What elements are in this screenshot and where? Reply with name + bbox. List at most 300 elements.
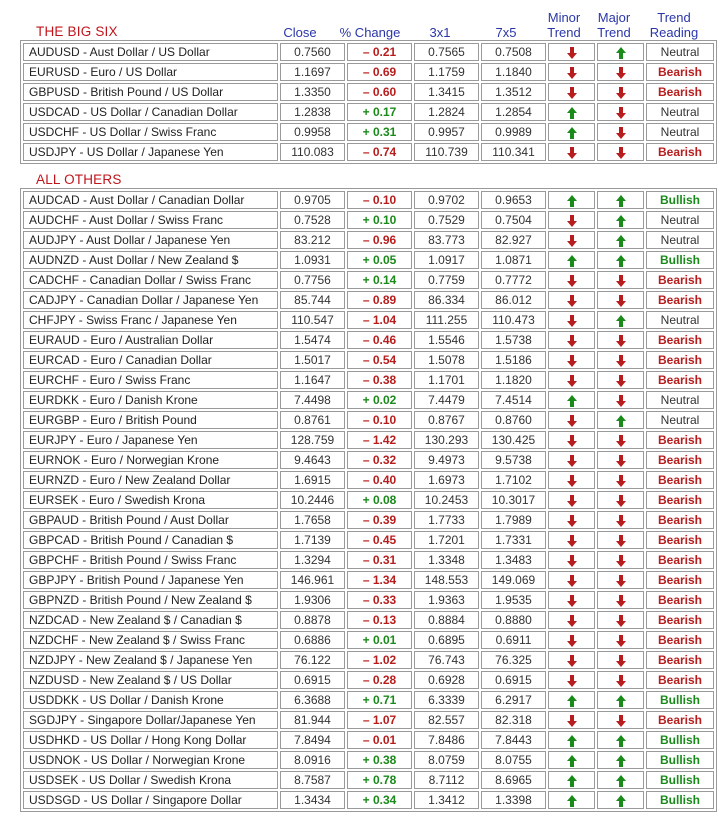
value-3x1-cell: 0.7759 [414, 271, 479, 289]
close-cell: 10.2446 [280, 491, 345, 509]
value-7x5-cell: 0.9653 [481, 191, 546, 209]
minor-trend-cell [548, 231, 595, 249]
arrow-down-icon [567, 535, 577, 547]
major-trend-cell [597, 291, 644, 309]
trend-reading-cell: Bearish [646, 511, 714, 529]
arrow-down-icon [616, 275, 626, 287]
header-7x5: 7x5 [495, 25, 517, 40]
value-7x5-cell: 0.8880 [481, 611, 546, 629]
minor-trend-cell [548, 791, 595, 809]
pair-cell: EURSEK - Euro / Swedish Krona [23, 491, 278, 509]
change-cell: + 0.14 [347, 271, 412, 289]
value-3x1-cell: 1.1701 [414, 371, 479, 389]
trend-reading-cell: Bearish [646, 531, 714, 549]
close-cell: 76.122 [280, 651, 345, 669]
major-trend-cell [597, 771, 644, 789]
major-trend-cell [597, 671, 644, 689]
arrow-up-icon [567, 107, 577, 119]
change-cell: – 0.31 [347, 551, 412, 569]
pair-cell: GBPNZD - British Pound / New Zealand $ [23, 591, 278, 609]
table-row [23, 731, 714, 749]
value-3x1-cell: 1.3415 [414, 83, 479, 101]
trend-reading-cell: Neutral [646, 211, 714, 229]
value-3x1-cell: 0.8884 [414, 611, 479, 629]
table-row [23, 43, 714, 61]
close-cell: 83.212 [280, 231, 345, 249]
minor-trend-cell [548, 291, 595, 309]
change-cell: – 0.10 [347, 411, 412, 429]
arrow-down-icon [567, 635, 577, 647]
value-7x5-cell: 0.7772 [481, 271, 546, 289]
pair-cell: AUDCHF - Aust Dollar / Swiss Franc [23, 211, 278, 229]
change-cell: – 0.60 [347, 83, 412, 101]
arrow-down-icon [567, 335, 577, 347]
value-3x1-cell: 1.9363 [414, 591, 479, 609]
change-cell: + 0.71 [347, 691, 412, 709]
arrow-down-icon [567, 515, 577, 527]
value-7x5-cell: 1.7102 [481, 471, 546, 489]
trend-reading-cell: Bullish [646, 191, 714, 209]
change-cell: – 0.13 [347, 611, 412, 629]
minor-trend-cell [548, 123, 595, 141]
major-trend-cell [597, 751, 644, 769]
arrow-down-icon [616, 375, 626, 387]
trend-reading-cell: Bearish [646, 63, 714, 81]
arrow-down-icon [567, 315, 577, 327]
value-7x5-cell: 1.7331 [481, 531, 546, 549]
major-trend-cell [597, 83, 644, 101]
arrow-down-icon [567, 595, 577, 607]
trend-reading-cell: Bearish [646, 431, 714, 449]
value-3x1-cell: 1.7733 [414, 511, 479, 529]
arrow-down-icon [616, 655, 626, 667]
value-3x1-cell: 1.3412 [414, 791, 479, 809]
major-trend-cell [597, 431, 644, 449]
close-cell: 7.4498 [280, 391, 345, 409]
arrow-up-icon [567, 255, 577, 267]
close-cell: 0.6886 [280, 631, 345, 649]
arrow-up-icon [616, 235, 626, 247]
major-trend-cell [597, 63, 644, 81]
minor-trend-cell [548, 631, 595, 649]
close-cell: 0.7528 [280, 211, 345, 229]
table-row [23, 771, 714, 789]
trend-reading-cell: Bullish [646, 751, 714, 769]
close-cell: 0.9958 [280, 123, 345, 141]
major-trend-cell [597, 611, 644, 629]
arrow-up-icon [616, 415, 626, 427]
value-7x5-cell: 149.069 [481, 571, 546, 589]
minor-trend-cell [548, 551, 595, 569]
trend-reading-cell: Bearish [646, 271, 714, 289]
minor-trend-cell [548, 103, 595, 121]
table-row [23, 391, 714, 409]
major-trend-cell [597, 231, 644, 249]
arrow-up-icon [616, 255, 626, 267]
arrow-down-icon [567, 47, 577, 59]
trend-reading-cell: Neutral [646, 311, 714, 329]
trend-reading-cell: Bearish [646, 83, 714, 101]
header-trend-reading-line2: Reading [649, 25, 699, 40]
value-3x1-cell: 83.773 [414, 231, 479, 249]
trend-reading-cell: Bearish [646, 371, 714, 389]
table-row [23, 651, 714, 669]
change-cell: – 0.39 [347, 511, 412, 529]
change-cell: – 0.69 [347, 63, 412, 81]
table-row [23, 63, 714, 81]
pair-cell: GBPCHF - British Pound / Swiss Franc [23, 551, 278, 569]
change-cell: – 1.04 [347, 311, 412, 329]
major-trend-cell [597, 491, 644, 509]
major-trend-cell [597, 791, 644, 809]
arrow-up-icon [616, 47, 626, 59]
arrow-down-icon [616, 127, 626, 139]
arrow-down-icon [567, 215, 577, 227]
minor-trend-cell [548, 63, 595, 81]
arrow-up-icon [567, 795, 577, 807]
value-3x1-cell: 7.8486 [414, 731, 479, 749]
close-cell: 81.944 [280, 711, 345, 729]
close-cell: 1.5474 [280, 331, 345, 349]
change-cell: – 1.34 [347, 571, 412, 589]
close-cell: 9.4643 [280, 451, 345, 469]
header-3x1: 3x1 [429, 25, 451, 40]
value-7x5-cell: 130.425 [481, 431, 546, 449]
arrow-down-icon [616, 575, 626, 587]
arrow-down-icon [616, 535, 626, 547]
change-cell: – 0.96 [347, 231, 412, 249]
change-cell: – 1.42 [347, 431, 412, 449]
value-7x5-cell: 0.9989 [481, 123, 546, 141]
value-7x5-cell: 1.3512 [481, 83, 546, 101]
value-3x1-cell: 1.5546 [414, 331, 479, 349]
minor-trend-cell [548, 351, 595, 369]
pair-cell: AUDCAD - Aust Dollar / Canadian Dollar [23, 191, 278, 209]
major-trend-cell [597, 571, 644, 589]
change-cell: – 0.28 [347, 671, 412, 689]
arrow-down-icon [567, 415, 577, 427]
header-trend-reading-line1: Trend [657, 10, 691, 25]
arrow-down-icon [567, 355, 577, 367]
minor-trend-cell [548, 331, 595, 349]
arrow-down-icon [616, 355, 626, 367]
arrow-up-icon [616, 215, 626, 227]
arrow-down-icon [616, 675, 626, 687]
arrow-up-icon [616, 755, 626, 767]
major-trend-cell [597, 731, 644, 749]
trend-reading-cell: Bullish [646, 771, 714, 789]
trend-reading-cell: Neutral [646, 43, 714, 61]
arrow-up-icon [616, 695, 626, 707]
pair-cell: EURNOK - Euro / Norwegian Krone [23, 451, 278, 469]
change-cell: – 0.46 [347, 331, 412, 349]
change-cell: + 0.10 [347, 211, 412, 229]
close-cell: 0.7756 [280, 271, 345, 289]
arrow-down-icon [567, 675, 577, 687]
value-3x1-cell: 86.334 [414, 291, 479, 309]
arrow-down-icon [616, 395, 626, 407]
value-3x1-cell: 76.743 [414, 651, 479, 669]
pair-cell: NZDJPY - New Zealand $ / Japanese Yen [23, 651, 278, 669]
change-cell: – 0.33 [347, 591, 412, 609]
pair-cell: USDSGD - US Dollar / Singapore Dollar [23, 791, 278, 809]
value-3x1-cell: 148.553 [414, 571, 479, 589]
table-row [23, 531, 714, 549]
close-cell: 128.759 [280, 431, 345, 449]
major-trend-cell [597, 591, 644, 609]
table-row [23, 751, 714, 769]
value-3x1-cell: 1.1759 [414, 63, 479, 81]
minor-trend-cell [548, 311, 595, 329]
value-7x5-cell: 0.6911 [481, 631, 546, 649]
minor-trend-cell [548, 411, 595, 429]
minor-trend-cell [548, 511, 595, 529]
table-row [23, 351, 714, 369]
close-cell: 1.1647 [280, 371, 345, 389]
minor-trend-cell [548, 751, 595, 769]
value-3x1-cell: 1.7201 [414, 531, 479, 549]
minor-trend-cell [548, 451, 595, 469]
close-cell: 8.0916 [280, 751, 345, 769]
major-trend-cell [597, 371, 644, 389]
table-row [23, 471, 714, 489]
table-row [23, 711, 714, 729]
minor-trend-cell [548, 671, 595, 689]
trend-reading-cell: Bearish [646, 671, 714, 689]
arrow-down-icon [616, 295, 626, 307]
arrow-down-icon [567, 655, 577, 667]
trend-reading-cell: Bearish [646, 631, 714, 649]
pair-cell: EURGBP - Euro / British Pound [23, 411, 278, 429]
close-cell: 1.3350 [280, 83, 345, 101]
change-cell: – 0.54 [347, 351, 412, 369]
value-7x5-cell: 8.6965 [481, 771, 546, 789]
header-close: Close [283, 25, 317, 40]
section-title-big-six: THE BIG SIX [36, 24, 118, 39]
arrow-down-icon [567, 87, 577, 99]
trend-reading-cell: Bearish [646, 471, 714, 489]
minor-trend-cell [548, 711, 595, 729]
arrow-up-icon [567, 395, 577, 407]
header-major-trend [590, 10, 638, 40]
close-cell: 1.7658 [280, 511, 345, 529]
trend-reading-cell: Bearish [646, 291, 714, 309]
pair-cell: EURDKK - Euro / Danish Krone [23, 391, 278, 409]
trend-reading-cell: Bearish [646, 711, 714, 729]
table-row [23, 571, 714, 589]
major-trend-cell [597, 211, 644, 229]
table-row [23, 271, 714, 289]
table-row [23, 591, 714, 609]
close-cell: 1.6915 [280, 471, 345, 489]
trend-reading-cell: Bullish [646, 691, 714, 709]
table-row [23, 431, 714, 449]
arrow-down-icon [567, 575, 577, 587]
minor-trend-cell [548, 211, 595, 229]
arrow-down-icon [616, 475, 626, 487]
trend-reading-cell: Bullish [646, 731, 714, 749]
arrow-down-icon [616, 515, 626, 527]
arrow-up-icon [567, 695, 577, 707]
change-cell: – 0.89 [347, 291, 412, 309]
change-cell: – 1.02 [347, 651, 412, 669]
arrow-down-icon [567, 555, 577, 567]
major-trend-cell [597, 143, 644, 161]
pair-cell: NZDCHF - New Zealand $ / Swiss Franc [23, 631, 278, 649]
close-cell: 0.8878 [280, 611, 345, 629]
arrow-down-icon [616, 455, 626, 467]
pair-cell: CADJPY - Canadian Dollar / Japanese Yen [23, 291, 278, 309]
arrow-down-icon [616, 555, 626, 567]
value-3x1-cell: 10.2453 [414, 491, 479, 509]
major-trend-cell [597, 451, 644, 469]
table-row [23, 211, 714, 229]
close-cell: 1.3434 [280, 791, 345, 809]
value-7x5-cell: 110.341 [481, 143, 546, 161]
major-trend-cell [597, 471, 644, 489]
trend-reading-cell: Bearish [646, 331, 714, 349]
minor-trend-cell [548, 391, 595, 409]
pair-cell: GBPJPY - British Pound / Japanese Yen [23, 571, 278, 589]
pair-cell: CADCHF - Canadian Dollar / Swiss Franc [23, 271, 278, 289]
pair-cell: EURUSD - Euro / US Dollar [23, 63, 278, 81]
arrow-down-icon [567, 455, 577, 467]
pair-cell: NZDUSD - New Zealand $ / US Dollar [23, 671, 278, 689]
minor-trend-cell [548, 83, 595, 101]
pair-cell: USDNOK - US Dollar / Norwegian Krone [23, 751, 278, 769]
arrow-down-icon [567, 235, 577, 247]
value-3x1-cell: 111.255 [414, 311, 479, 329]
arrow-down-icon [616, 67, 626, 79]
table-row [23, 103, 714, 121]
major-trend-cell [597, 551, 644, 569]
arrow-up-icon [567, 775, 577, 787]
big-six-table [20, 40, 717, 164]
pair-cell: USDDKK - US Dollar / Danish Krone [23, 691, 278, 709]
header-major-trend-line2: Trend [597, 25, 631, 40]
major-trend-cell [597, 391, 644, 409]
pair-cell: AUDUSD - Aust Dollar / US Dollar [23, 43, 278, 61]
arrow-down-icon [567, 615, 577, 627]
arrow-up-icon [616, 735, 626, 747]
value-7x5-cell: 1.2854 [481, 103, 546, 121]
value-7x5-cell: 82.927 [481, 231, 546, 249]
trend-reading-cell: Neutral [646, 103, 714, 121]
change-cell: + 0.17 [347, 103, 412, 121]
change-cell: + 0.02 [347, 391, 412, 409]
trend-reading-cell: Bullish [646, 251, 714, 269]
value-7x5-cell: 1.5738 [481, 331, 546, 349]
minor-trend-cell [548, 191, 595, 209]
trend-reading-cell: Bullish [646, 791, 714, 809]
table-row [23, 311, 714, 329]
header-minor-trend [540, 10, 588, 40]
arrow-down-icon [616, 87, 626, 99]
value-7x5-cell: 1.1820 [481, 371, 546, 389]
pair-cell: EURCAD - Euro / Canadian Dollar [23, 351, 278, 369]
value-3x1-cell: 9.4973 [414, 451, 479, 469]
arrow-down-icon [567, 435, 577, 447]
pair-cell: USDCAD - US Dollar / Canadian Dollar [23, 103, 278, 121]
arrow-down-icon [567, 475, 577, 487]
table-row [23, 251, 714, 269]
arrow-down-icon [567, 67, 577, 79]
change-cell: – 0.74 [347, 143, 412, 161]
value-7x5-cell: 86.012 [481, 291, 546, 309]
major-trend-cell [597, 43, 644, 61]
change-cell: – 0.10 [347, 191, 412, 209]
trend-reading-cell: Bearish [646, 351, 714, 369]
arrow-down-icon [567, 147, 577, 159]
value-7x5-cell: 1.9535 [481, 591, 546, 609]
major-trend-cell [597, 711, 644, 729]
pair-cell: EURJPY - Euro / Japanese Yen [23, 431, 278, 449]
table-row [23, 231, 714, 249]
arrow-down-icon [616, 615, 626, 627]
arrow-down-icon [616, 635, 626, 647]
value-7x5-cell: 10.3017 [481, 491, 546, 509]
change-cell: – 0.21 [347, 43, 412, 61]
pair-cell: NZDCAD - New Zealand $ / Canadian $ [23, 611, 278, 629]
minor-trend-cell [548, 771, 595, 789]
change-cell: – 0.45 [347, 531, 412, 549]
value-7x5-cell: 1.5186 [481, 351, 546, 369]
header-minor-trend-line2: Trend [547, 25, 581, 40]
value-7x5-cell: 7.4514 [481, 391, 546, 409]
table-row [23, 291, 714, 309]
change-cell: + 0.38 [347, 751, 412, 769]
pair-cell: EURAUD - Euro / Australian Dollar [23, 331, 278, 349]
close-cell: 1.1697 [280, 63, 345, 81]
header-trend-reading [640, 10, 708, 40]
table-row [23, 143, 714, 161]
table-row [23, 451, 714, 469]
major-trend-cell [597, 103, 644, 121]
value-3x1-cell: 0.7529 [414, 211, 479, 229]
minor-trend-cell [548, 531, 595, 549]
header-major-trend-line1: Major [597, 10, 631, 25]
table-row [23, 611, 714, 629]
arrow-down-icon [567, 275, 577, 287]
table-row [23, 83, 714, 101]
major-trend-cell [597, 511, 644, 529]
trend-reading-cell: Bearish [646, 491, 714, 509]
major-trend-cell [597, 411, 644, 429]
minor-trend-cell [548, 611, 595, 629]
major-trend-cell [597, 191, 644, 209]
arrow-down-icon [567, 495, 577, 507]
value-3x1-cell: 0.9702 [414, 191, 479, 209]
close-cell: 0.6915 [280, 671, 345, 689]
value-3x1-cell: 0.6895 [414, 631, 479, 649]
minor-trend-cell [548, 271, 595, 289]
major-trend-cell [597, 251, 644, 269]
value-7x5-cell: 1.3483 [481, 551, 546, 569]
header-pct-change: % Change [339, 25, 401, 40]
value-7x5-cell: 6.2917 [481, 691, 546, 709]
table-row [23, 491, 714, 509]
minor-trend-cell [548, 143, 595, 161]
change-cell: + 0.08 [347, 491, 412, 509]
major-trend-cell [597, 123, 644, 141]
value-7x5-cell: 76.325 [481, 651, 546, 669]
major-trend-cell [597, 691, 644, 709]
value-7x5-cell: 0.8760 [481, 411, 546, 429]
arrow-down-icon [616, 335, 626, 347]
major-trend-cell [597, 651, 644, 669]
close-cell: 0.7560 [280, 43, 345, 61]
pair-cell: SGDJPY - Singapore Dollar/Japanese Yen [23, 711, 278, 729]
